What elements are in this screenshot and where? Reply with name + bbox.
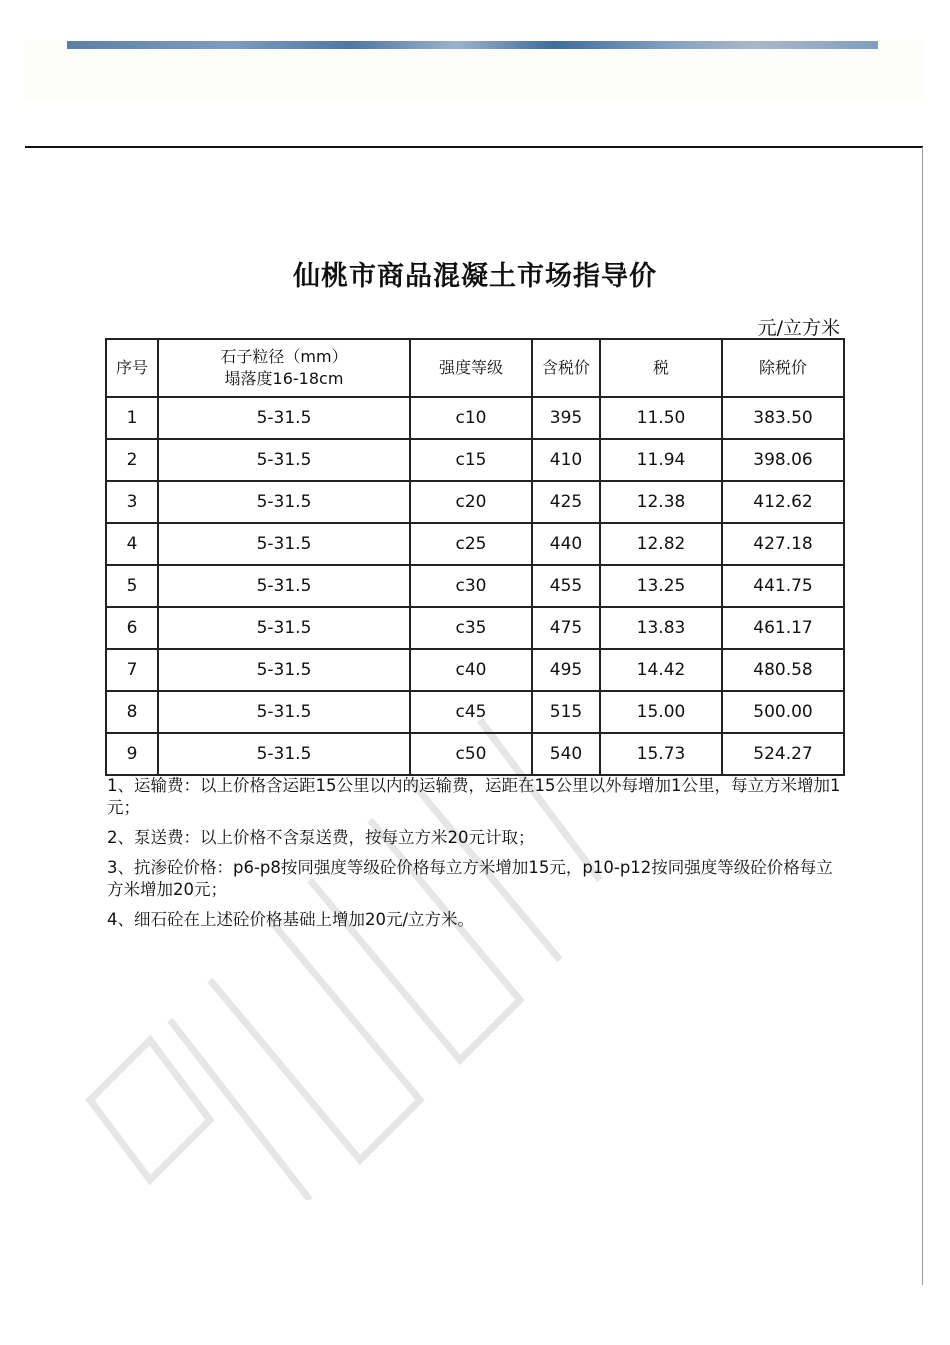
cell-index: 2 [106, 439, 158, 481]
page-title: 仙桃市商品混凝土市场指导价 [293, 261, 657, 292]
table-row [106, 733, 844, 775]
cell-size: 5-31.5 [158, 565, 410, 607]
cell-index: 5 [106, 565, 158, 607]
table-row [106, 649, 844, 691]
notes [107, 775, 847, 939]
cell-tax: 13.83 [600, 607, 722, 649]
cell-price-net: 480.58 [722, 649, 844, 691]
cell-grade: c40 [410, 649, 532, 691]
cell-tax: 15.00 [600, 691, 722, 733]
cell-price-tax: 495 [532, 649, 600, 691]
price-table [105, 338, 845, 776]
cell-grade: c20 [410, 481, 532, 523]
table-row [106, 691, 844, 733]
cell-price-net: 412.62 [722, 481, 844, 523]
table-header-row [106, 339, 844, 397]
cell-size: 5-31.5 [158, 481, 410, 523]
cell-size: 5-31.5 [158, 691, 410, 733]
cell-price-tax: 515 [532, 691, 600, 733]
cell-size: 5-31.5 [158, 523, 410, 565]
cell-price-tax: 440 [532, 523, 600, 565]
note-4: 4、细石砼在上述砼价格基础上增加20元/立方米。 [107, 910, 475, 929]
cell-tax: 12.38 [600, 481, 722, 523]
unit-label: 元/立方米 [757, 317, 840, 339]
cell-price-tax: 475 [532, 607, 600, 649]
header-stone-size: 石子粒径（mm） [220, 347, 348, 366]
note-1: 1、运输费：以上价格含运距15公里以内的运输费，运距在15公里以外每增加1公里，每立方米增加1元； [107, 776, 841, 817]
cell-price-tax: 425 [532, 481, 600, 523]
table-row [106, 481, 844, 523]
header-grade: 强度等级 [410, 339, 532, 397]
cell-size: 5-31.5 [158, 733, 410, 775]
cell-price-net: 524.27 [722, 733, 844, 775]
cell-tax: 13.25 [600, 565, 722, 607]
cell-size: 5-31.5 [158, 397, 410, 439]
cell-price-net: 461.17 [722, 607, 844, 649]
note-2: 2、泵送费：以上价格不含泵送费，按每立方米20元计取； [107, 828, 535, 847]
table-row [106, 523, 844, 565]
cell-size: 5-31.5 [158, 439, 410, 481]
cell-tax: 11.50 [600, 397, 722, 439]
cell-tax: 11.94 [600, 439, 722, 481]
cell-size: 5-31.5 [158, 649, 410, 691]
cell-tax: 12.82 [600, 523, 722, 565]
cell-grade: c30 [410, 565, 532, 607]
cell-price-net: 500.00 [722, 691, 844, 733]
cell-index: 8 [106, 691, 158, 733]
cell-price-net: 427.18 [722, 523, 844, 565]
page-edge [922, 147, 923, 1285]
header-tax: 税 [600, 339, 722, 397]
cell-price-net: 441.75 [722, 565, 844, 607]
cell-index: 1 [106, 397, 158, 439]
cell-price-tax: 410 [532, 439, 600, 481]
cell-price-net: 383.50 [722, 397, 844, 439]
cell-grade: c35 [410, 607, 532, 649]
cell-price-tax: 540 [532, 733, 600, 775]
cell-grade: c45 [410, 691, 532, 733]
note-3: 3、抗渗砼价格：p6-p8按同强度等级砼价格每立方米增加15元，p10-p12按同强度等级砼价格每立方米增加20元； [107, 858, 833, 899]
table-row [106, 397, 844, 439]
cell-grade: c15 [410, 439, 532, 481]
header-price-tax: 含税价 [532, 339, 600, 397]
banner-image [67, 41, 878, 49]
table-row [106, 439, 844, 481]
header-index: 序号 [106, 339, 158, 397]
header-divider [25, 146, 923, 148]
cell-grade: c25 [410, 523, 532, 565]
header-banner [25, 40, 923, 100]
header-size [158, 339, 410, 397]
cell-index: 7 [106, 649, 158, 691]
cell-index: 9 [106, 733, 158, 775]
table-row [106, 565, 844, 607]
cell-price-net: 398.06 [722, 439, 844, 481]
cell-grade: c10 [410, 397, 532, 439]
cell-index: 3 [106, 481, 158, 523]
header-price-net: 除税价 [722, 339, 844, 397]
cell-tax: 15.73 [600, 733, 722, 775]
cell-index: 6 [106, 607, 158, 649]
table-row [106, 607, 844, 649]
cell-tax: 14.42 [600, 649, 722, 691]
cell-price-tax: 455 [532, 565, 600, 607]
cell-index: 4 [106, 523, 158, 565]
cell-grade: c50 [410, 733, 532, 775]
cell-price-tax: 395 [532, 397, 600, 439]
cell-size: 5-31.5 [158, 607, 410, 649]
header-slump: 塌落度16-18cm [224, 369, 344, 388]
